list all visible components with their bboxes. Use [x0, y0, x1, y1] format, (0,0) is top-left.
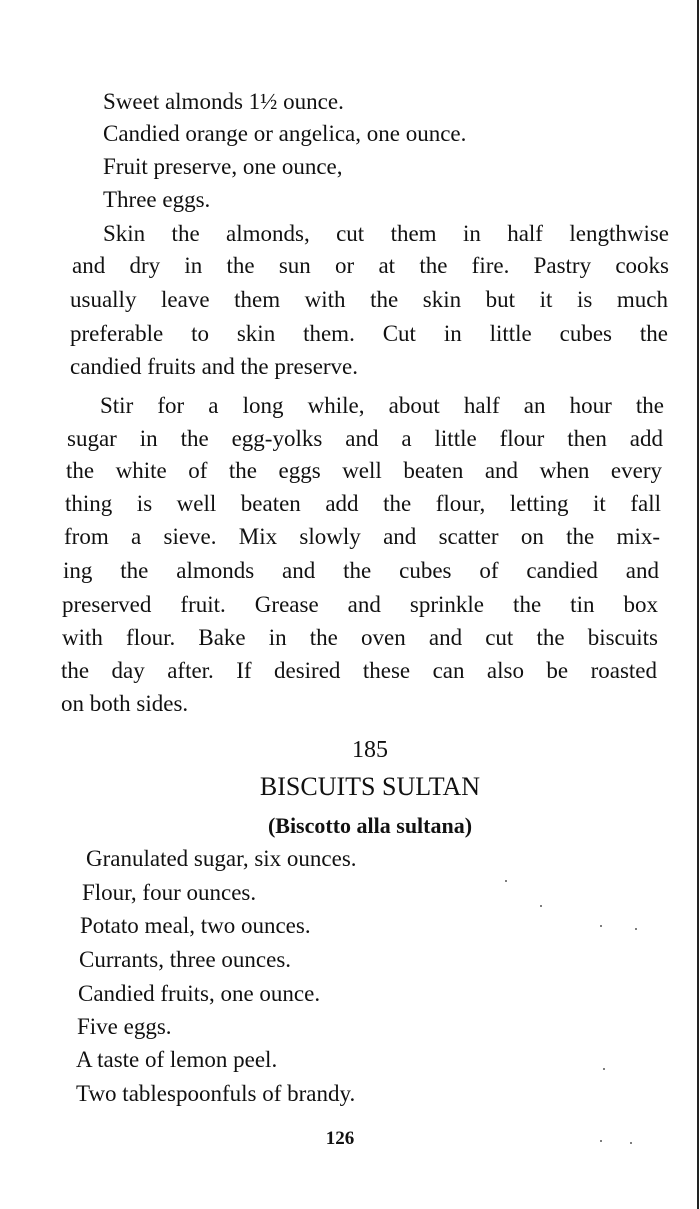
ingredient-line: Granulated sugar, six ounces. [86, 846, 357, 871]
paragraph-line: with flour. Bake in the oven and cut the biscuits [62, 625, 658, 650]
ingredient-line: Five eggs. [77, 1014, 172, 1039]
paragraph-line: sugar in the egg-yolks and a little flour then add [67, 426, 663, 451]
ingredient-line: Candied fruits, one ounce. [78, 981, 321, 1006]
ingredient-line: Three eggs. [103, 187, 211, 212]
paragraph-line: Stir for a long while, about half an hour the [100, 393, 664, 418]
page-edge-line [697, 0, 699, 1209]
paragraph-line: the white of the eggs well beaten and when every [66, 458, 662, 483]
scan-speck [505, 880, 507, 882]
ingredient-line: Potato meal, two ounces. [80, 913, 311, 938]
recipe-subtitle: (Biscotto alla sultana) [267, 813, 473, 838]
scan-speck [600, 925, 602, 927]
paragraph-line: on both sides. [61, 691, 189, 716]
ingredient-line: Candied orange or angelica, one ounce. [103, 121, 467, 146]
paragraph-line: and dry in the sun or at the fire. Pastry cooks [72, 253, 669, 278]
recipe-title: BISCUITS SULTAN [259, 772, 481, 801]
ingredient-line: Flour, four ounces. [82, 880, 257, 905]
scan-speck [635, 928, 637, 930]
ingredient-line: Two tablespoonfuls of brandy. [76, 1081, 356, 1106]
scan-speck [603, 1068, 605, 1070]
recipe-number: 185 [352, 737, 388, 763]
paragraph-line: ing the almonds and the cubes of candied and [63, 558, 659, 583]
paragraph-line: from a sieve. Mix slowly and scatter on the mix- [64, 524, 660, 549]
ingredient-line: Sweet almonds 1½ ounce. [103, 89, 344, 114]
ingredient-line: Currants, three ounces. [79, 947, 292, 972]
paragraph-line: thing is well beaten add the flour, letting it fall [65, 491, 661, 516]
ingredient-line: A taste of lemon peel. [76, 1047, 278, 1072]
page-number: 126 [325, 1128, 355, 1149]
ingredient-line: Fruit preserve, one ounce, [103, 154, 343, 179]
paragraph-line: preserved fruit. Grease and sprinkle the tin box [62, 592, 658, 617]
paragraph-line: the day after. If desired these can also be roasted [61, 658, 657, 683]
paragraph-line: preferable to skin them. Cut in little cubes the [70, 321, 668, 346]
paragraph-line: Skin the almonds, cut them in half lengthwise [103, 221, 669, 246]
paragraph-line: usually leave them with the skin but it is much [70, 287, 668, 312]
scan-speck [630, 1142, 632, 1144]
paragraph-line: candied fruits and the preserve. [70, 354, 359, 379]
scan-speck [600, 1140, 602, 1142]
scan-speck [540, 905, 542, 907]
